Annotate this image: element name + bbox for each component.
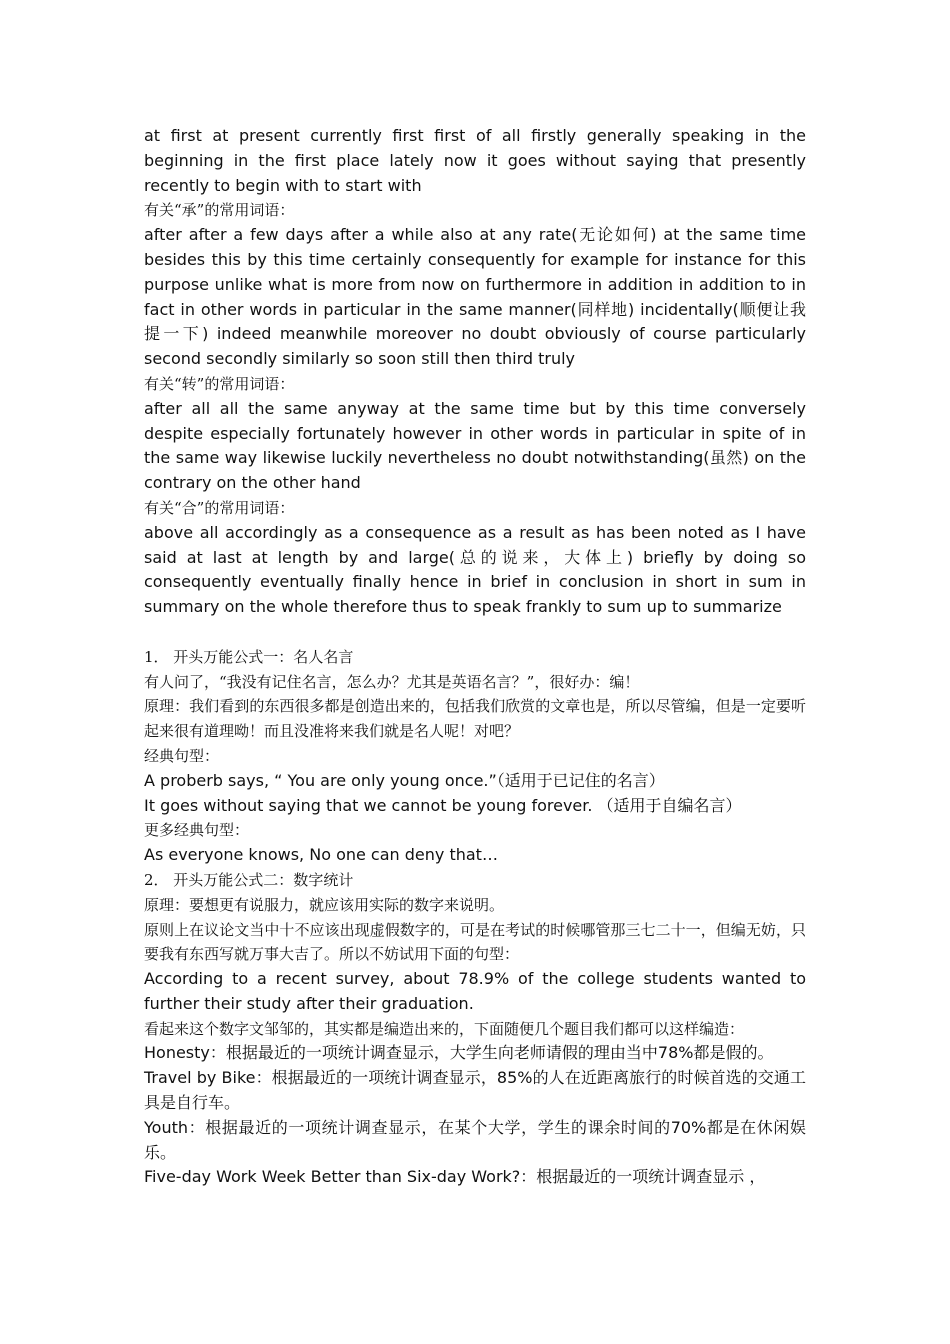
formula2-case-youth: Youth：根据最近的一项统计调查显示，在某个大学，学生的课余时间的70%都是在休闲娱乐。 (144, 1117, 806, 1162)
blank-line (144, 620, 806, 645)
formula1-more-label: 更多经典句型： (144, 821, 250, 840)
formula2-rule: 原则上在议论文当中十不应该出现虚假数字的，可是在考试的时候哪管那三七二十一，但编无妨，只要我有东西写就万事大吉了。所以不妨试用下面的句型： (144, 920, 806, 964)
zhuan-phrase-list: after all all the same anyway at the same time but by this time conversely despite especially fortunately however in other words in particular in spite of in the same way likewise luckily nevertheless no doubt notwithstanding(虽然) on the contrary on the other hand (144, 398, 806, 493)
formula2-case-bike: Travel by Bike：根据最近的一项统计调查显示，85%的人在近距离旅行的时候首选的交通工具是自行车。 (144, 1068, 806, 1113)
formula1-classic-label: 经典句型： (144, 746, 220, 765)
formula2-example: According to a recent survey, about 78.9% of the college students wanted to further their study after their graduation. (144, 969, 806, 1013)
formula1-intro: 有人问了，“我没有记住名言，怎么办？尤其是英语名言？”，很好办：编！ (144, 672, 640, 691)
formula2-case-honesty: Honesty：根据最近的一项统计调查显示，大学生向老师请假的理由当中78%都是假的。 (144, 1043, 774, 1063)
formula1-more-example: As everyone knows, No one can deny that… (144, 845, 498, 865)
cheng-phrase-list: after after a few days after a while also at any rate(无论如何) at the same time besides this by this time certainly consequently for example for instance for this purpose unlike what is more from now on furthermore in addition in addition to in fact in other words in particular in the same manner(同样地) incidentally(顺便让我提一下) indeed meanwhile moreover no doubt obviously of course particularly second secondly similarly so soon still then third truly (144, 225, 806, 369)
document-page (144, 124, 806, 1190)
he-phrase-list: above all accordingly as a consequence as a result as has been noted as I have said at last at length by and large(总的说来，大体上) briefly by doing so consequently eventually finally hence in brief in conclusion in short in sum in summary on the whole therefore thus to speak frankly to sum up to summarize (144, 522, 806, 617)
formula2-heading: 2． 开头万能公式二：数字统计 (144, 870, 354, 889)
zhuan-heading: 有关“转”的常用词语： (144, 374, 295, 393)
formula2-principle: 原理：要想更有说服力，就应该用实际的数字来说明。 (144, 895, 505, 914)
qi-phrase-list: at first at present currently first first of all firstly generally speaking in the beginning in the first place lately now it goes without saying that presently recently to begin with to start with (144, 126, 806, 195)
formula1-heading: 1． 开头万能公式一：名人名言 (144, 647, 354, 666)
cheng-heading: 有关“承”的常用词语： (144, 201, 295, 220)
formula1-principle: 原理：我们看到的东西很多都是创造出来的，包括我们欣赏的文章也是，所以尽管编，但是一定要听起来很有道理呦！而且没准将来我们就是名人呢！对吧？ (144, 697, 806, 741)
he-heading: 有关“合”的常用词语： (144, 498, 295, 517)
formula2-case-workweek: Five-day Work Week Better than Six-day Work?：根据最近的一项统计调查显示 ， (144, 1167, 766, 1187)
formula1-example-1: A proberb says, “ You are only young once.”（适用于已记住的名言） (144, 770, 665, 790)
formula1-example-2: It goes without saying that we cannot be young forever. （适用于自编名言） (144, 795, 742, 815)
formula2-note: 看起来这个数字文邹邹的，其实都是编造出来的，下面随便几个题目我们都可以这样编造： (144, 1019, 745, 1038)
